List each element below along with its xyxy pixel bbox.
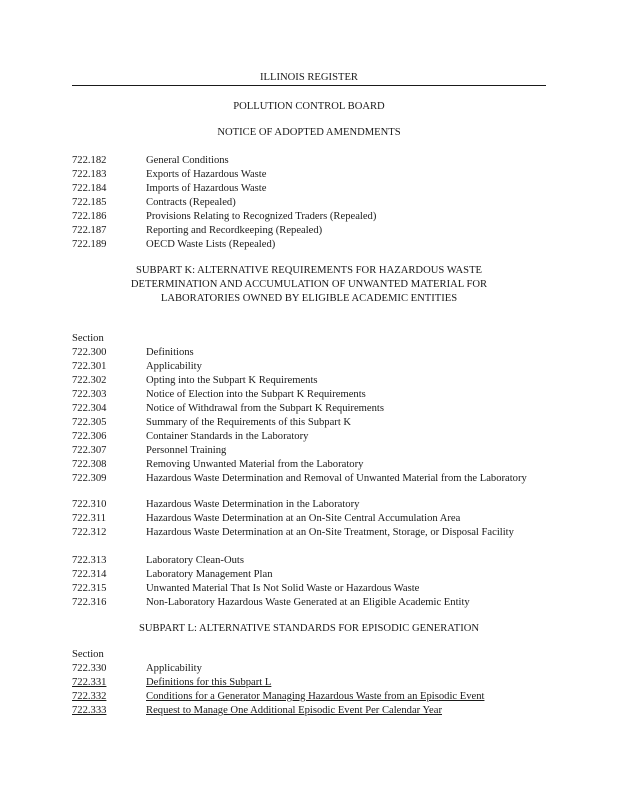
section-title: Definitions for this Subpart L	[146, 677, 272, 688]
section-row	[72, 526, 552, 540]
section-row	[72, 554, 552, 568]
section-row	[72, 662, 552, 676]
section-row	[72, 374, 552, 388]
section-title: Removing Unwanted Material from the Laboratory	[146, 459, 364, 470]
section-label: Section	[72, 649, 104, 660]
section-row-added	[72, 676, 552, 690]
section-number: 722.307	[72, 445, 107, 456]
section-number: 722.185	[72, 197, 107, 208]
section-number: 722.330	[72, 663, 107, 674]
section-row	[72, 388, 552, 402]
section-row	[72, 430, 552, 444]
section-number: 722.316	[72, 597, 107, 608]
section-title: Unwanted Material That Is Not Solid Waste or Hazardous Waste	[146, 583, 420, 594]
section-number: 722.183	[72, 169, 107, 180]
section-row	[72, 582, 552, 596]
section-title: Laboratory Management Plan	[146, 569, 273, 580]
section-row-added	[72, 690, 552, 704]
section-title: Laboratory Clean-Outs	[146, 555, 244, 566]
section-number: 722.332	[72, 691, 107, 702]
section-number: 722.308	[72, 459, 107, 470]
section-title: Summary of the Requirements of this Subpart K	[146, 417, 352, 428]
section-title: Imports of Hazardous Waste	[146, 183, 267, 194]
section-title: Notice of Withdrawal from the Subpart K Requirements	[146, 403, 384, 414]
section-title: Exports of Hazardous Waste	[146, 169, 267, 180]
section-title: Non-Laboratory Hazardous Waste Generated at an Eligible Academic Entity	[146, 597, 470, 608]
section-number: 722.306	[72, 431, 107, 442]
section-title: Provisions Relating to Recognized Traders (Repealed)	[146, 211, 377, 222]
section-number: 722.309	[72, 473, 107, 484]
section-title: Hazardous Waste Determination in the Laboratory	[146, 499, 360, 510]
section-number: 722.314	[72, 569, 107, 580]
section-row	[72, 402, 552, 416]
section-number: 722.315	[72, 583, 107, 594]
section-title: Applicability	[146, 361, 202, 372]
subpart-k-heading: SUBPART K: ALTERNATIVE REQUIREMENTS FOR HAZARDOUS WASTE DETERMINATION AND ACCUMULATION OF UNWANTED MATERIAL FOR LABORATORIES OWNED BY ELIGIBLE ACADEMIC ENTITIES	[130, 265, 488, 304]
section-row	[72, 498, 552, 512]
section-row	[72, 196, 552, 210]
section-row	[72, 458, 552, 472]
section-row	[72, 182, 552, 196]
section-row	[72, 224, 552, 238]
section-row	[72, 472, 552, 486]
section-row	[72, 154, 552, 168]
header-rule	[72, 85, 546, 86]
section-title: Hazardous Waste Determination at an On-Site Central Accumulation Area	[146, 513, 461, 524]
section-title: Opting into the Subpart K Requirements	[146, 375, 318, 386]
section-title: Hazardous Waste Determination at an On-Site Treatment, Storage, or Disposal Facility	[146, 527, 514, 538]
section-number: 722.310	[72, 499, 107, 510]
section-number: 722.313	[72, 555, 107, 566]
section-row	[72, 444, 552, 458]
section-number: 722.303	[72, 389, 107, 400]
section-number: 722.187	[72, 225, 107, 236]
section-number: 722.304	[72, 403, 107, 414]
section-row	[72, 596, 552, 610]
section-number: 722.189	[72, 239, 107, 250]
section-title: Definitions	[146, 347, 194, 358]
section-number: 722.331	[72, 677, 107, 688]
section-title: Applicability	[146, 663, 202, 674]
section-row	[72, 416, 552, 430]
section-title: Request to Manage One Additional Episodic Event Per Calendar Year	[146, 705, 442, 716]
section-number: 722.333	[72, 705, 107, 716]
section-number: 722.186	[72, 211, 107, 222]
section-number: 722.301	[72, 361, 107, 372]
section-title: Personnel Training	[146, 445, 227, 456]
section-row	[72, 360, 552, 374]
section-row	[72, 568, 552, 582]
section-number: 722.305	[72, 417, 107, 428]
section-number: 722.184	[72, 183, 107, 194]
section-title: Container Standards in the Laboratory	[146, 431, 309, 442]
section-title: Conditions for a Generator Managing Hazardous Waste from an Episodic Event	[146, 691, 485, 702]
section-title: Contracts (Repealed)	[146, 197, 236, 208]
section-row	[72, 346, 552, 360]
section-number: 722.311	[72, 513, 107, 524]
notice-title: NOTICE OF ADOPTED AMENDMENTS	[217, 127, 401, 138]
section-row	[72, 238, 552, 252]
register-title: ILLINOIS REGISTER	[260, 72, 358, 83]
section-number: 722.182	[72, 155, 107, 166]
section-title: General Conditions	[146, 155, 229, 166]
section-label: Section	[72, 333, 104, 344]
section-row-added	[72, 704, 552, 718]
section-title: Reporting and Recordkeeping (Repealed)	[146, 225, 323, 236]
section-row	[72, 512, 552, 526]
section-number: 722.300	[72, 347, 107, 358]
section-number: 722.302	[72, 375, 107, 386]
section-title: Hazardous Waste Determination and Removal of Unwanted Material from the Laboratory	[146, 473, 527, 484]
section-row	[72, 168, 552, 182]
board-title: POLLUTION CONTROL BOARD	[233, 101, 385, 112]
section-number: 722.312	[72, 527, 107, 538]
section-row	[72, 210, 552, 224]
subpart-l-heading: SUBPART L: ALTERNATIVE STANDARDS FOR EPISODIC GENERATION	[138, 623, 480, 634]
section-title: Notice of Election into the Subpart K Requirements	[146, 389, 366, 400]
section-title: OECD Waste Lists (Repealed)	[146, 239, 276, 250]
